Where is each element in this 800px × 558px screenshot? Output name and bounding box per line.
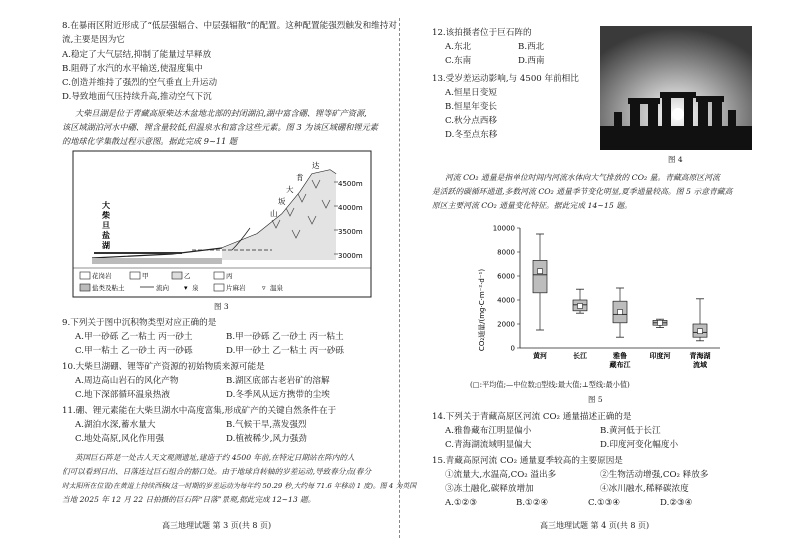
q15-option-c[interactable]: C.①③④	[588, 498, 621, 508]
legend-jia: 甲	[142, 272, 149, 280]
q15-stem: 15.青藏高原河流 CO₂ 通量夏季较高的主要原因是	[432, 456, 623, 466]
mount-label-5: 山	[270, 209, 278, 218]
passage2-line3: 时太阳所在位置)在黄道上持续西移(这一时期的岁差运动为每年约 50.29 秒,大约每 71.6 年移动 1 度)。图 4 为英国	[62, 482, 417, 490]
passage1-line1: 大柴旦湖是位于青藏高原柴达木盆地北部的封闭湖泊,湖中富含硼、锂等矿产资源,	[75, 108, 367, 118]
legend-spring: 泉	[192, 284, 199, 292]
q12-option-d[interactable]: D.西南	[518, 56, 545, 66]
q12-option-c[interactable]: C.东南	[445, 56, 472, 66]
legend-bing: 丙	[226, 272, 233, 280]
q10-option-b[interactable]: B.湖区底部古老岩矿的溶解	[226, 376, 330, 386]
q15-option-a[interactable]: A.①②③	[445, 498, 478, 508]
y-tick-label: 6000	[497, 272, 515, 281]
q11-option-b[interactable]: B.气候干旱,蒸发强烈	[226, 420, 307, 430]
passage2-line1: 英国巨石阵是一处古人天文观测遗址,建造于约 4500 年前,在特定日期站在阵内的人	[75, 453, 355, 462]
q15-statement-4: ④冰川融水,稀释碳浓度	[600, 484, 689, 494]
left-page-footer: 高三地理试题 第 3 页(共 8 页)	[162, 521, 272, 530]
legend-flow: 流向	[156, 284, 169, 292]
figure3-diagram	[72, 150, 372, 298]
legend-granite: 花岗岩	[92, 272, 112, 280]
elev-4000: 4000m	[338, 204, 363, 212]
page-divider	[399, 18, 400, 538]
q12-option-b[interactable]: B.西北	[518, 42, 545, 52]
passage3-line1: 河流 CO₂ 通量是指单位时间内河流水体向大气排放的 CO₂ 量。青藏高原区河流	[445, 173, 720, 182]
q14-stem: 14.下列关于青藏高原区河流 CO₂ 通量描述正确的是	[432, 412, 632, 422]
q15-statement-3: ③冻土融化,碳释放增加	[445, 484, 534, 494]
x-tick-label: 流域	[693, 361, 707, 369]
q12-stem: 12.该拍摄者位于巨石阵的	[432, 28, 532, 38]
q11-option-c[interactable]: C.地处高原,风化作用强	[75, 434, 165, 444]
mount-label-1: 达	[312, 161, 320, 170]
y-tick-label: 4000	[497, 296, 515, 305]
chart-axes	[493, 225, 720, 353]
box-1	[573, 289, 588, 360]
y-axis-label: CO₂通量/(mg·C·m⁻²·d⁻¹)	[478, 268, 486, 352]
elev-4500: 4500m	[338, 180, 363, 188]
passage3-line3: 原区主要河流 CO₂ 通量变化特征。据此完成 14~15 题。	[432, 201, 632, 210]
box-3	[650, 319, 671, 360]
mount-label-3: 大	[286, 185, 294, 194]
ground-silhouette	[600, 126, 752, 150]
q10-option-a[interactable]: A.周边高山岩石的风化产物	[75, 376, 179, 386]
q9-option-d[interactable]: D.甲一砂土 乙一粘土 丙一砂砾	[226, 346, 344, 356]
q12-option-a[interactable]: A.东北	[445, 42, 472, 52]
q15-statement-1: ①流量大,水温高,CO₂ 溢出多	[445, 470, 557, 480]
q8-stem-line2: 流,主要是因为它	[62, 35, 125, 45]
legend-spring-icon: ▾	[184, 284, 188, 292]
q15-option-b[interactable]: B.①②④	[516, 498, 549, 508]
q8-option-d[interactable]: D.导致地面气压持续升高,推动空气下沉	[62, 92, 212, 102]
passage3-line2: 是活跃的碳循环通道,多数河流 CO₂ 通量季节变化明显,夏季通量较高。图 5 示意青藏高	[432, 187, 733, 196]
lake-label-1: 大	[102, 201, 110, 210]
q9-option-c[interactable]: C.甲一粘土 乙一砂土 丙一砂砾	[75, 346, 193, 356]
q8-option-c[interactable]: C.创造并维持了强烈的空气垂直上升运动	[62, 78, 218, 88]
q8-option-a[interactable]: A.稳定了大气层结,抑制了能量过早释放	[62, 50, 212, 60]
box-0	[533, 234, 547, 360]
q15-statement-2: ②生物活动增强,CO₂ 释放多	[600, 470, 709, 480]
lake-label-3: 旦	[102, 221, 110, 230]
q13-stem: 13.受岁差运动影响,与 4500 年前相比	[432, 74, 579, 84]
figure5-boxplot	[470, 220, 730, 378]
q11-option-d[interactable]: D.植被稀少,风力强劲	[226, 434, 307, 444]
q9-stem: 9.下列关于图中沉积物类型对应正确的是	[62, 318, 217, 328]
y-tick-label: 8000	[497, 248, 515, 257]
passage1-line3: 的地球化学集散过程示意图。据此完成 9~11 题	[62, 136, 238, 146]
mount-label-2: 肯	[296, 173, 304, 182]
q13-option-c[interactable]: C.秋分点西移	[445, 116, 497, 126]
lake-label-5: 湖	[102, 241, 110, 250]
legend-hotspring: 温泉	[270, 284, 283, 292]
q10-option-d[interactable]: D.冬季风从远方携带的尘埃	[226, 390, 330, 400]
right-page-footer: 高三地理试题 第 4 页(共 8 页)	[540, 521, 650, 530]
x-tick-label: 青海湖	[689, 352, 711, 360]
q13-option-b[interactable]: B.恒星年变长	[445, 102, 498, 112]
iqr-box	[533, 260, 547, 292]
lake-label-4: 盐	[102, 231, 110, 240]
passage2-line4: 当地 2025 年 12 月 22 日拍摄的巨石阵“日落”景观,据此完成 12~13 题。	[62, 495, 316, 504]
q13-option-a[interactable]: A.恒星日变短	[445, 88, 497, 98]
x-tick-label: 长江	[573, 352, 587, 360]
mean-marker	[578, 304, 583, 309]
q8-option-b[interactable]: B.阻碍了水汽的水平输送,使湿度集中	[62, 64, 203, 74]
figure3-caption: 图 3	[214, 302, 229, 311]
salt-clay-layer	[92, 258, 222, 264]
chart-boxes	[533, 234, 711, 369]
figure4-caption: 图 4	[668, 155, 683, 164]
figure5-caption: 图 5	[588, 395, 603, 404]
q14-option-c[interactable]: C.青海湖流域明显偏大	[445, 440, 532, 450]
mean-marker	[698, 329, 703, 334]
figure4-stonehenge-photo	[600, 26, 752, 150]
passage1-line2: 该区域湖泊河水中硼、锂含量较低,但温泉水和富含这些元素。图 3 为该区域硼和锂元素	[62, 122, 378, 132]
x-tick-label: 黄河	[533, 352, 547, 360]
figure5-legend: (□:平均值;—中位数;▯型线:最大值;⊥型线:最小值)	[470, 380, 630, 389]
elev-3500: 3500m	[338, 228, 363, 236]
q10-option-c[interactable]: C.地下深部循环温泉热液	[75, 390, 170, 400]
q10-stem: 10.大柴旦湖硼、锂等矿产资源的初始物质来源可能是	[62, 362, 265, 372]
sun-icon	[672, 108, 684, 120]
box-2	[610, 288, 632, 369]
x-tick-label: 藏布江	[609, 361, 631, 369]
q9-option-b[interactable]: B.甲一砂砾 乙一砂土 丙一粘土	[226, 332, 344, 342]
q14-option-b[interactable]: B.黄河低于长江	[600, 426, 661, 436]
box-4	[690, 299, 711, 369]
x-tick-label: 印度河	[649, 352, 671, 360]
mean-marker	[618, 310, 623, 315]
y-tick-label: 10000	[492, 224, 515, 233]
mean-marker	[538, 269, 543, 274]
passage2-line2: 们可以看到日出、日落连过巨石组合的豁口处。由于地球自转轴的岁差运动,导致春分点(春分	[62, 467, 372, 476]
mean-marker	[658, 320, 663, 325]
x-tick-label: 雅鲁	[613, 352, 627, 360]
legend-salt-clay: 盐类及粘土	[92, 284, 125, 292]
q8-stem-line1: 8.在暴雨区附近形成了“低层强辐合、中层强辐散”的配置。这种配置能强烈触发和维持对	[62, 21, 397, 31]
mountain-fill	[222, 170, 336, 260]
q14-option-d[interactable]: D.印度河变化幅度小	[600, 440, 679, 450]
lake-label-2: 柴	[102, 211, 110, 220]
legend-gneiss: 片麻岩	[226, 284, 246, 292]
q11-stem: 11.硼、锂元素能在大柴旦湖水中高度富集,形成矿产的关键自然条件在于	[62, 406, 337, 416]
y-tick-label: 2000	[497, 320, 515, 329]
legend-hotspring-icon: ▿	[262, 284, 266, 292]
q14-option-a[interactable]: A.雅鲁藏布江明显偏小	[445, 426, 532, 436]
q11-option-a[interactable]: A.湖泊水深,蓄水量大	[75, 420, 156, 430]
q9-option-a[interactable]: A.甲一砂砾 乙一粘土 丙一砂土	[75, 332, 193, 342]
legend-yi: 乙	[184, 272, 191, 280]
mount-label-4: 坂	[278, 197, 286, 206]
q15-option-d[interactable]: D.②③④	[660, 498, 693, 508]
y-tick-label: 0	[510, 344, 515, 353]
elev-3000: 3000m	[338, 252, 363, 260]
q13-option-d[interactable]: D.冬至点东移	[445, 130, 498, 140]
